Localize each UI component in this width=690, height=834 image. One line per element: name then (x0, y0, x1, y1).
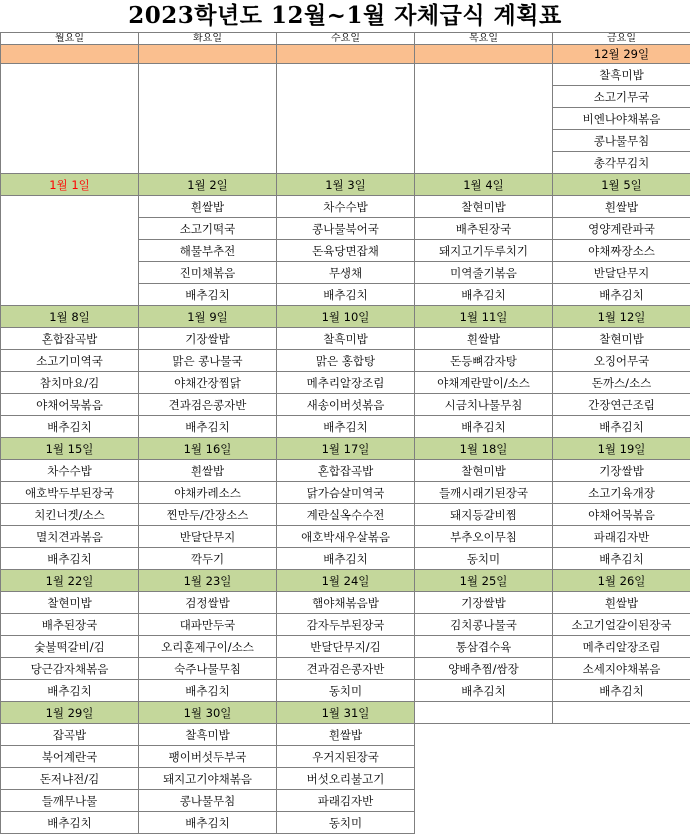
menu-row (1, 592, 690, 614)
menu-cell: 맑은 홍합탕 (277, 350, 415, 372)
menu-cell: 동치미 (277, 812, 415, 834)
date-row (1, 174, 690, 196)
date-cell: 1월 5일 (553, 174, 690, 196)
date-row (1, 45, 690, 64)
menu-cell: 야채어묵볶음 (553, 504, 690, 526)
menu-cell: 배추김치 (139, 416, 277, 438)
menu-row (1, 394, 690, 416)
date-row (1, 438, 690, 460)
menu-cell: 오리훈제구이/소스 (139, 636, 277, 658)
menu-cell: 숙주나물무침 (139, 658, 277, 680)
menu-cell: 소고기떡국 (139, 218, 277, 240)
date-cell: 1월 17일 (277, 438, 415, 460)
date-row (1, 306, 690, 328)
meal-plan-table (0, 32, 690, 834)
menu-cell: 배추김치 (277, 284, 415, 306)
menu-cell: 배추된장국 (415, 218, 553, 240)
menu-cell: 찰흑미밥 (277, 328, 415, 350)
date-cell: 1월 19일 (553, 438, 690, 460)
menu-cell (553, 724, 690, 746)
date-cell (277, 45, 415, 64)
menu-cell: 돼지등갈비찜 (415, 504, 553, 526)
menu-cell: 배추김치 (553, 416, 690, 438)
menu-cell: 돈까스/소스 (553, 372, 690, 394)
date-cell: 1월 2일 (139, 174, 277, 196)
menu-cell: 통삼겹수육 (415, 636, 553, 658)
menu-cell (415, 746, 553, 768)
menu-cell: 메추리알장조림 (277, 372, 415, 394)
menu-cell: 배추김치 (277, 548, 415, 570)
menu-cell: 소세지야채볶음 (553, 658, 690, 680)
menu-cell: 멸치견과볶음 (1, 526, 139, 548)
date-cell (139, 45, 277, 64)
date-cell: 1월 24일 (277, 570, 415, 592)
menu-cell: 콩나물북어국 (277, 218, 415, 240)
date-cell: 1월 22일 (1, 570, 139, 592)
menu-cell: 혼합잡곡밥 (1, 328, 139, 350)
menu-cell (415, 812, 553, 834)
menu-cell: 찰흑미밥 (553, 64, 690, 86)
menu-row (1, 768, 690, 790)
date-cell (553, 702, 690, 724)
menu-row (1, 504, 690, 526)
menu-cell: 숯불떡갈비/김 (1, 636, 139, 658)
weekday-header: 월요일 (1, 33, 139, 45)
menu-row (1, 790, 690, 812)
menu-cell: 배추김치 (1, 812, 139, 834)
menu-cell: 혼합잡곡밥 (277, 460, 415, 482)
menu-cell: 깍두기 (139, 548, 277, 570)
menu-cell: 소고기육개장 (553, 482, 690, 504)
date-cell: 1월 16일 (139, 438, 277, 460)
menu-cell: 배추된장국 (1, 614, 139, 636)
menu-row (1, 64, 690, 86)
menu-cell: 배추김치 (1, 680, 139, 702)
menu-cell: 야채간장찜닭 (139, 372, 277, 394)
menu-cell: 기장쌀밥 (553, 460, 690, 482)
menu-cell: 흰쌀밥 (553, 196, 690, 218)
menu-row (1, 680, 690, 702)
menu-row (1, 746, 690, 768)
menu-cell: 흰쌀밥 (139, 460, 277, 482)
menu-cell: 잡곡밥 (1, 724, 139, 746)
menu-row (1, 548, 690, 570)
menu-cell: 닭가슴살미역국 (277, 482, 415, 504)
menu-row (1, 328, 690, 350)
menu-cell: 배추김치 (415, 416, 553, 438)
menu-cell: 야채카레소스 (139, 482, 277, 504)
menu-cell: 배추김치 (415, 680, 553, 702)
date-cell: 1월 10일 (277, 306, 415, 328)
date-cell: 1월 18일 (415, 438, 553, 460)
menu-cell (1, 64, 139, 174)
menu-cell: 돼지고기야채볶음 (139, 768, 277, 790)
menu-cell: 간장연근조림 (553, 394, 690, 416)
menu-cell: 참치마요/김 (1, 372, 139, 394)
menu-cell (415, 768, 553, 790)
weekday-header: 금요일 (553, 33, 690, 45)
menu-cell: 콩나물무침 (553, 130, 690, 152)
menu-cell: 배추김치 (415, 284, 553, 306)
date-row (1, 570, 690, 592)
menu-cell: 애호박새우살볶음 (277, 526, 415, 548)
menu-cell (553, 812, 690, 834)
menu-cell: 배추김치 (139, 680, 277, 702)
menu-cell: 김치콩나물국 (415, 614, 553, 636)
date-cell: 1월 3일 (277, 174, 415, 196)
date-cell: 1월 26일 (553, 570, 690, 592)
menu-cell: 찐만두/간장소스 (139, 504, 277, 526)
date-cell: 1월 8일 (1, 306, 139, 328)
menu-cell: 애호박두부된장국 (1, 482, 139, 504)
menu-row (1, 196, 690, 218)
menu-cell: 소고기미역국 (1, 350, 139, 372)
menu-cell: 돈등뼈감자탕 (415, 350, 553, 372)
menu-cell: 야채계란말이/소스 (415, 372, 553, 394)
menu-cell: 찰현미밥 (415, 196, 553, 218)
menu-cell: 소고기무국 (553, 86, 690, 108)
menu-cell (415, 790, 553, 812)
menu-cell (139, 64, 277, 174)
date-cell (415, 45, 553, 64)
menu-cell: 감자두부된장국 (277, 614, 415, 636)
menu-cell: 팽이버섯두부국 (139, 746, 277, 768)
menu-cell: 견과검은콩자반 (277, 658, 415, 680)
menu-cell: 찰현미밥 (415, 460, 553, 482)
menu-cell: 찰현미밥 (1, 592, 139, 614)
menu-row (1, 372, 690, 394)
menu-cell: 기장쌀밥 (139, 328, 277, 350)
date-cell (415, 702, 553, 724)
menu-cell: 차수수밥 (1, 460, 139, 482)
menu-cell: 흰쌀밥 (553, 592, 690, 614)
menu-row (1, 614, 690, 636)
menu-cell: 미역줄기볶음 (415, 262, 553, 284)
menu-cell: 배추김치 (553, 680, 690, 702)
date-cell: 1월 4일 (415, 174, 553, 196)
menu-cell: 야채짜장소스 (553, 240, 690, 262)
menu-cell: 콩나물무침 (139, 790, 277, 812)
date-cell: 1월 25일 (415, 570, 553, 592)
menu-cell: 찰현미밥 (553, 328, 690, 350)
menu-cell: 돼지고기두루치기 (415, 240, 553, 262)
date-cell (1, 45, 139, 64)
menu-cell: 들깨시래기된장국 (415, 482, 553, 504)
page-title: 2023학년도 12월~1월 자체급식 계획표 (0, 0, 690, 32)
weekday-header: 목요일 (415, 33, 553, 45)
menu-cell: 소고기얼갈이된장국 (553, 614, 690, 636)
menu-row (1, 658, 690, 680)
menu-cell: 배추김치 (553, 284, 690, 306)
menu-cell (1, 196, 139, 306)
menu-cell: 오징어무국 (553, 350, 690, 372)
weekday-header: 화요일 (139, 33, 277, 45)
menu-cell: 들깨무나물 (1, 790, 139, 812)
date-cell: 1월 30일 (139, 702, 277, 724)
menu-cell: 야채어묵볶음 (1, 394, 139, 416)
date-cell: 1월 11일 (415, 306, 553, 328)
menu-cell: 돈저냐전/김 (1, 768, 139, 790)
date-cell: 1월 15일 (1, 438, 139, 460)
menu-row (1, 636, 690, 658)
menu-cell: 배추김치 (1, 416, 139, 438)
menu-cell: 흰쌀밥 (139, 196, 277, 218)
menu-cell: 돈육당면잡채 (277, 240, 415, 262)
menu-row (1, 416, 690, 438)
menu-row (1, 526, 690, 548)
menu-cell: 반달단무지/김 (277, 636, 415, 658)
menu-cell: 파래김자반 (277, 790, 415, 812)
menu-cell: 흰쌀밥 (277, 724, 415, 746)
menu-cell: 비엔나야채볶음 (553, 108, 690, 130)
menu-cell: 찰흑미밥 (139, 724, 277, 746)
date-cell: 1월 12일 (553, 306, 690, 328)
menu-cell: 배추김치 (553, 548, 690, 570)
menu-cell: 우거지된장국 (277, 746, 415, 768)
menu-cell: 진미채볶음 (139, 262, 277, 284)
menu-cell: 해물부추전 (139, 240, 277, 262)
menu-row (1, 460, 690, 482)
menu-cell: 영양계란파국 (553, 218, 690, 240)
date-cell: 12월 29일 (553, 45, 690, 64)
menu-row (1, 724, 690, 746)
menu-cell: 계란실옥수수전 (277, 504, 415, 526)
weekday-header: 수요일 (277, 33, 415, 45)
menu-cell: 배추김치 (1, 548, 139, 570)
menu-cell: 차수수밥 (277, 196, 415, 218)
menu-cell: 동치미 (415, 548, 553, 570)
menu-row (1, 350, 690, 372)
menu-cell: 무생채 (277, 262, 415, 284)
menu-cell: 맑은 콩나물국 (139, 350, 277, 372)
menu-cell: 흰쌀밥 (415, 328, 553, 350)
menu-cell: 북어계란국 (1, 746, 139, 768)
menu-cell: 양배추찜/쌈장 (415, 658, 553, 680)
menu-cell: 메추리알장조림 (553, 636, 690, 658)
menu-cell: 동치미 (277, 680, 415, 702)
menu-cell: 총각무김치 (553, 152, 690, 174)
menu-cell: 햄야채볶음밥 (277, 592, 415, 614)
date-cell-holiday: 1월 1일 (1, 174, 139, 196)
menu-cell: 배추김치 (139, 812, 277, 834)
menu-cell (553, 746, 690, 768)
menu-cell (415, 64, 553, 174)
menu-cell: 파래김자반 (553, 526, 690, 548)
menu-cell: 배추김치 (277, 416, 415, 438)
date-row (1, 702, 690, 724)
date-cell: 1월 9일 (139, 306, 277, 328)
menu-row (1, 482, 690, 504)
menu-cell (553, 790, 690, 812)
date-cell: 1월 29일 (1, 702, 139, 724)
menu-row (1, 812, 690, 834)
menu-cell: 검정쌀밥 (139, 592, 277, 614)
menu-cell (415, 724, 553, 746)
menu-cell: 부추오이무침 (415, 526, 553, 548)
menu-cell: 버섯오리불고기 (277, 768, 415, 790)
menu-cell: 치킨너겟/소스 (1, 504, 139, 526)
menu-cell: 새송이버섯볶음 (277, 394, 415, 416)
menu-cell: 견과검은콩자반 (139, 394, 277, 416)
menu-cell: 기장쌀밥 (415, 592, 553, 614)
date-cell: 1월 31일 (277, 702, 415, 724)
menu-cell: 대파만두국 (139, 614, 277, 636)
menu-cell (553, 768, 690, 790)
weekday-header-row (1, 33, 690, 45)
menu-cell: 반달단무지 (553, 262, 690, 284)
menu-cell: 배추김치 (139, 284, 277, 306)
menu-cell: 시금치나물무침 (415, 394, 553, 416)
date-cell: 1월 23일 (139, 570, 277, 592)
menu-cell (277, 64, 415, 174)
menu-cell: 반달단무지 (139, 526, 277, 548)
menu-cell: 당근감자채볶음 (1, 658, 139, 680)
